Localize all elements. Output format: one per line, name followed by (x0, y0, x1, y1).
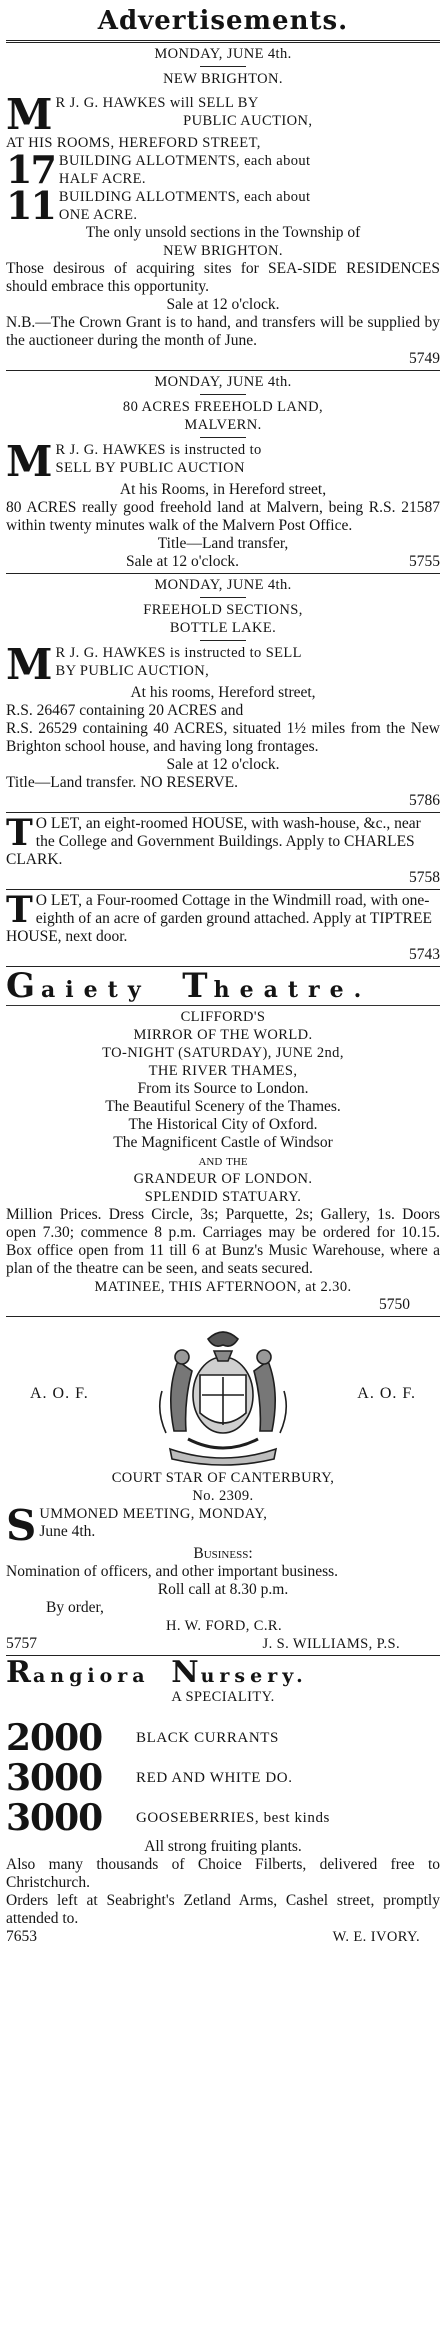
ad-text-line: UMMONED MEETING, MONDAY, (39, 1506, 268, 1522)
divider (6, 573, 440, 574)
ad-reference-number: 5749 (409, 350, 440, 367)
divider (6, 1316, 440, 1317)
ad-text-line: NEW BRIGHTON. (163, 243, 283, 259)
ad-opening (6, 90, 440, 139)
ad-text-line: Business: (193, 1545, 253, 1562)
ad-footer (6, 1635, 440, 1653)
ad-heading: A SPECIALITY. (171, 1689, 275, 1705)
ad-paragraph: O LET, an eight-roomed HOUSE, with wash-house, &c., near the College and Government Buildings. Apply to CHARLES CLARK. (6, 815, 421, 868)
ad-reference-number: 5757 (6, 1635, 37, 1652)
ad-heading: NEW BRIGHTON. (163, 71, 283, 87)
aof-label: A. O. F. (30, 1385, 89, 1402)
divider (6, 812, 440, 813)
short-divider (200, 394, 246, 395)
ad-reference-number: 7653 (6, 1928, 37, 1945)
title-word: heatre. (213, 977, 372, 1003)
ad-gaiety-theatre (6, 966, 440, 1314)
ad-bottle-lake (6, 576, 440, 810)
ad-text-line: By order, (46, 1599, 104, 1616)
divider (6, 966, 440, 967)
ad-paragraph: N.B.—The Crown Grant is to hand, and transfers will be supplied by the auctioneer during the month of June. (6, 314, 440, 349)
stock-item: BLACK CURRANTS (136, 1730, 280, 1746)
divider (6, 370, 440, 371)
ad-text-line: Sale at 12 o'clock. (166, 756, 280, 773)
lot-count: 11 (6, 183, 55, 228)
ad-aof-court (6, 1319, 440, 1653)
ad-heading: FREEHOLD SECTIONS, (143, 602, 303, 618)
ad-text-line: R J. G. HAWKES is instructed to SELL (55, 645, 302, 661)
ad-text-line: R.S. 26467 containing 20 ACRES and (6, 702, 244, 719)
theatre-title (6, 966, 440, 1006)
ad-text-line: BUILDING ALLOTMENTS, each about (58, 153, 311, 169)
ad-text-line: At his Rooms, in Hereford street, (119, 481, 327, 498)
stock-row (6, 1798, 440, 1838)
ad-date: MONDAY, JUNE 4th. (154, 374, 292, 390)
ad-text-line: MATINEE, THIS AFTERNOON, at 2.30. (94, 1279, 352, 1295)
ad-paragraph: Also many thousands of Choice Filberts, delivered free to Christchurch. (6, 1856, 440, 1891)
ad-text-line: No. 2309. (192, 1488, 254, 1504)
ad-text-line: TO-NIGHT (SATURDAY), JUNE 2nd, (102, 1045, 344, 1061)
ad-text-line: The Historical City of Oxford. (128, 1116, 318, 1133)
ad-text-line: The only unsold sections in the Township of (85, 224, 361, 241)
drop-capital: T (6, 812, 32, 854)
stock-item: RED AND WHITE DO. (136, 1770, 293, 1786)
title-word: angiora (32, 1665, 150, 1687)
divider (6, 40, 440, 43)
ad-text-line: GRANDEUR OF LONDON. (133, 1171, 313, 1187)
ad-text-line: SELL BY PUBLIC AUCTION (55, 460, 245, 476)
title-capital: T (182, 966, 214, 1006)
ad-footer (6, 1928, 440, 1946)
ad-to-let-house (6, 812, 440, 887)
ad-paragraph: Nomination of officers, and other important business. (6, 1563, 339, 1580)
ad-text-line: At his rooms, Hereford street, (130, 684, 316, 701)
divider (6, 1005, 440, 1006)
ad-paragraph: 80 ACRES really good freehold land at Malvern, being R.S. 21587 within twenty minutes walk of the Malvern Post Office. (6, 499, 440, 534)
ad-new-brighton (6, 45, 440, 368)
ad-rangiora-nursery (6, 1655, 440, 1946)
ad-footer (6, 553, 440, 571)
ad-text-line: ONE ACRE. (58, 207, 138, 223)
ad-paragraph: Orders left at Seabright's Zetland Arms, Cashel street, promptly attended to. (6, 1892, 440, 1927)
drop-capital: M (6, 640, 52, 689)
ad-heading: 80 ACRES FREEHOLD LAND, (122, 399, 324, 415)
ad-text-line: Roll call at 8.30 p.m. (157, 1581, 289, 1598)
ad-malvern (6, 373, 440, 571)
drop-capital: M (6, 90, 52, 139)
ad-signature: W. E. IVORY. (332, 1929, 420, 1945)
ad-reference-number: 5755 (409, 553, 440, 570)
title-word: ursery. (200, 1665, 308, 1687)
ad-reference-number: 5786 (409, 792, 440, 809)
stock-item: GOOSEBERRIES, best kinds (136, 1810, 330, 1826)
lot-11 (6, 183, 440, 228)
short-divider (200, 437, 246, 438)
ad-text-line: BY PUBLIC AUCTION, (55, 663, 210, 679)
ad-text-line: PUBLIC AUCTION, (183, 113, 313, 129)
ad-opening (6, 640, 440, 689)
ad-reference-number: 5743 (409, 946, 440, 963)
ad-date: MONDAY, JUNE 4th. (154, 577, 292, 593)
drop-capital: T (6, 889, 32, 931)
page-title: Advertisements. (97, 6, 349, 36)
emblem-row (6, 1319, 440, 1469)
ad-heading: BOTTLE LAKE. (169, 620, 277, 636)
ad-text-line: All strong fruiting plants. (144, 1838, 302, 1855)
ad-text-line: Title—Land transfer. NO RESERVE. (6, 774, 238, 791)
divider (6, 1655, 440, 1656)
ad-text-line: J. S. WILLIAMS, P.S. (262, 1636, 400, 1652)
ad-to-let-cottage (6, 889, 440, 964)
divider (6, 889, 440, 890)
stock-quantity: 2000 (6, 1717, 103, 1759)
title-word: aiety (41, 977, 151, 1003)
short-divider (200, 66, 246, 67)
ad-text-line: From its Source to London. (137, 1080, 309, 1097)
ad-text-line: The Magnificent Castle of Windsor (113, 1134, 333, 1151)
short-divider (200, 597, 246, 598)
short-divider (200, 640, 246, 641)
ad-reference-number: 5758 (409, 869, 440, 886)
ad-date: MONDAY, JUNE 4th. (154, 46, 292, 62)
ad-text-line: BUILDING ALLOTMENTS, each about (58, 189, 311, 205)
advertisements-column (6, 4, 440, 1946)
ad-text-line: Title—Land transfer, (157, 535, 289, 552)
ad-text-line: Sale at 12 o'clock. (166, 296, 280, 313)
ad-text-line: HALF ACRE. (58, 171, 146, 187)
ad-paragraph: Million Prices. Dress Circle, 3s; Parquette, 2s; Gallery, 1s. Doors open 7.30; commence 8 p.m. Carriages may be ordered for 10.15. Box office open from 11 till 6 at Bunz's Music Warehouse, where a plan of the theatre can be seen, and seats secured. (6, 1206, 440, 1277)
ad-opening (6, 437, 440, 486)
ad-text-line: Sale at 12 o'clock. (126, 553, 239, 570)
aof-label: A. O. F. (357, 1385, 416, 1402)
stock-quantity: 3000 (6, 1797, 103, 1839)
drop-capital: S (6, 1501, 36, 1550)
lot-17 (6, 147, 440, 192)
ad-opening (6, 1501, 440, 1550)
title-capital: R (6, 1655, 33, 1690)
ad-text-line: and the (198, 1152, 248, 1169)
ad-text-line: H. W. FORD, C.R. (166, 1618, 282, 1634)
ad-paragraph: O LET, a Four-roomed Cottage in the Windmill road, with one-eighth of an acre of garden ground attached. Apply at TIPTREE HOUSE, next door. (6, 892, 432, 945)
ad-text-line: SPLENDID STATUARY. (144, 1189, 302, 1205)
nursery-title (6, 1655, 440, 1690)
foresters-crest-icon (148, 1321, 298, 1467)
ad-paragraph: R.S. 26529 containing 40 ACRES, situated 1½ miles from the New Brighton school house, and having long frontages. (6, 720, 440, 755)
ad-paragraph: Those desirous of acquiring sites for SEA-SIDE RESIDENCES should embrace this opportunity. (6, 260, 440, 295)
ad-heading: MALVERN. (184, 417, 262, 433)
ad-heading: MIRROR OF THE WORLD. (133, 1027, 313, 1043)
ad-heading: CLIFFORD'S (180, 1009, 266, 1025)
title-capital: G (6, 966, 42, 1006)
ad-text-line: AT HIS ROOMS, HEREFORD STREET, (6, 135, 261, 151)
stock-quantity: 3000 (6, 1757, 103, 1799)
title-capital: N (171, 1655, 201, 1690)
ad-reference-number: 5750 (379, 1296, 410, 1313)
lot-count: 17 (6, 147, 55, 192)
stock-row (6, 1718, 440, 1758)
ad-heading: COURT STAR OF CANTERBURY, (111, 1470, 335, 1486)
stock-row (6, 1758, 440, 1798)
ad-text-line: THE RIVER THAMES, (148, 1063, 298, 1079)
ad-text-line: The Beautiful Scenery of the Thames. (105, 1098, 341, 1115)
ad-text-line: R J. G. HAWKES will SELL BY (55, 95, 259, 111)
ad-text-line: R J. G. HAWKES is instructed to (55, 442, 262, 458)
ad-text-line: June 4th. (39, 1523, 96, 1540)
drop-capital: M (6, 437, 52, 486)
